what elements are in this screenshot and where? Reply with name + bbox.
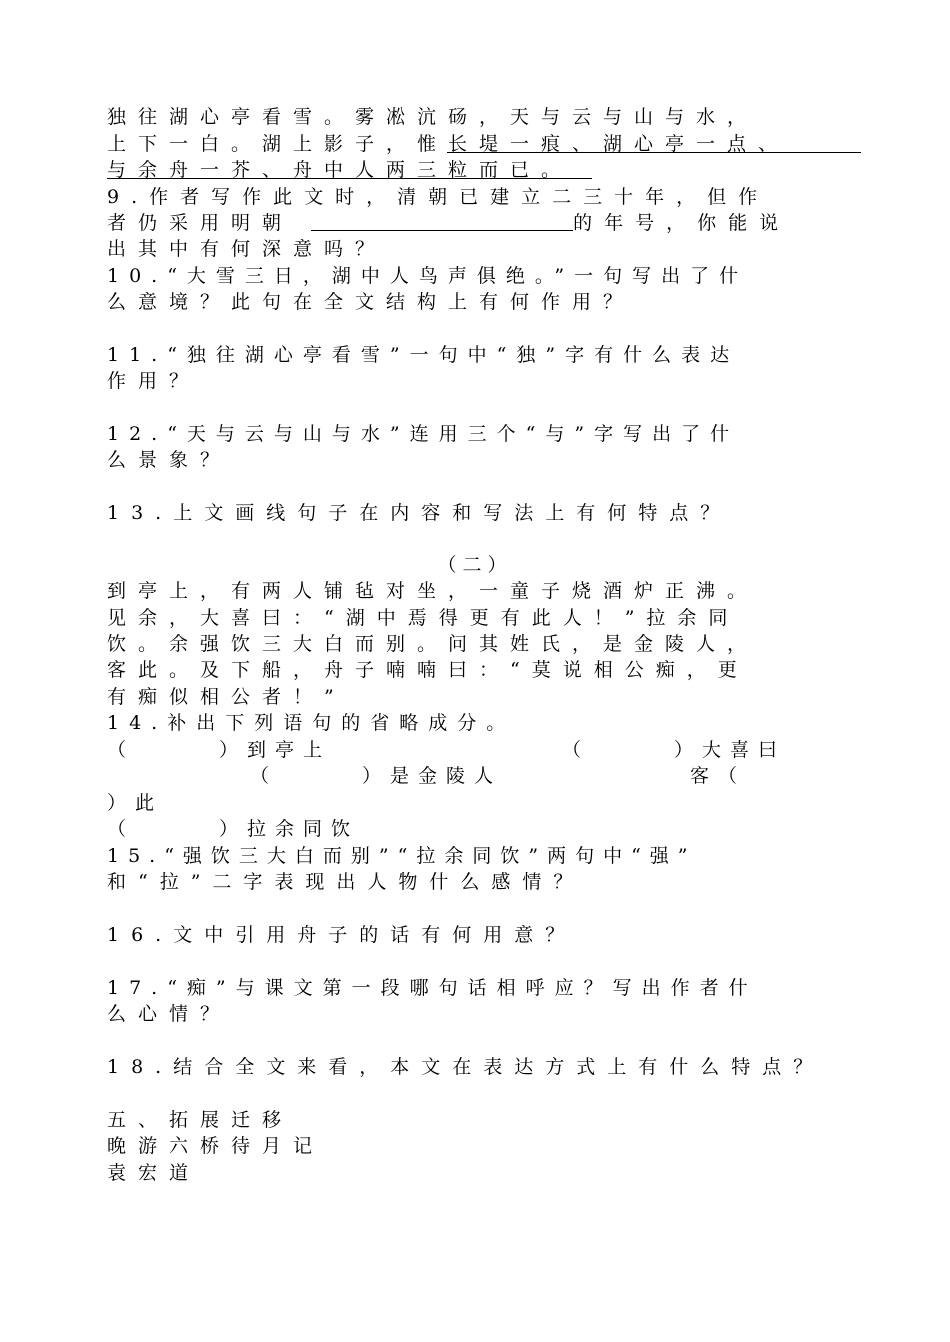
- section-heading: （二）: [437, 554, 513, 576]
- underlined-sentence: 惟长堤一痕、湖心亭一点、: [417, 133, 790, 155]
- question-9-line: 出其中有何深意吗？: [107, 238, 387, 260]
- passage-text: 。: [541, 159, 573, 181]
- question-12-line: 么景象？: [107, 449, 232, 471]
- question-18: 18.结合全文来看，本文在表达方式上有什么特点？: [107, 1056, 825, 1078]
- passage-line: [107, 157, 572, 183]
- passage-line: 到亭上，有两人铺毡对坐，一童子烧酒炉正沸。: [107, 580, 759, 602]
- passage-line: 见余，大喜曰：“湖中焉得更有此人！”拉余同: [107, 607, 740, 629]
- fill-item: （ ）大喜曰: [562, 739, 787, 761]
- passage-title: 晚游六桥待月记: [107, 1135, 325, 1157]
- underlined-sentence: 与余舟一芥、舟中人两三粒而已: [107, 159, 542, 181]
- passage-author: 袁宏道: [107, 1162, 201, 1184]
- question-11: 11.“独往湖心亭看雪”一句中“独”字有什么表达: [107, 344, 740, 366]
- section-heading: 五、拓展迁移: [107, 1109, 294, 1131]
- question-15-line: 和“拉”二字表现出人物什么感情？: [107, 871, 585, 893]
- fill-item: ）此: [107, 792, 164, 814]
- passage-line: [107, 131, 789, 157]
- question-16: 16.文中引用舟子的话有何用意？: [107, 924, 577, 946]
- question-9-line: [107, 210, 790, 236]
- answer-blank: [311, 212, 573, 231]
- question-11-line: 作用？: [107, 370, 201, 392]
- fill-item: （ ）到亭上: [107, 739, 332, 761]
- question-text: 的年号，你能说: [573, 212, 791, 234]
- question-14: 14.补出下列语句的省略成分。: [107, 712, 516, 734]
- fill-item: （ ）是金陵人: [250, 765, 503, 787]
- passage-line: 独往湖心亭看雪。雾凇沆砀，天与云与山与水，: [107, 106, 759, 128]
- passage-line: 饮。余强饮三大白而别。问其姓氏，是金陵人，: [107, 633, 759, 655]
- underline-rule: [447, 152, 861, 153]
- question-17: 17.“痴”与课文第一段哪句话相呼应？写出作者什: [107, 977, 758, 999]
- question-10: 10.“大雪三日，湖中人鸟声俱绝。”一句写出了什: [107, 265, 749, 287]
- question-text: 者仍采用明朝: [107, 212, 294, 234]
- passage-text: 上下一白。湖上影子，: [107, 133, 418, 155]
- fill-item: （ ）拉余同饮: [107, 818, 360, 840]
- passage-line: 客此。及下船，舟子喃喃曰：“莫说相公痴，更: [107, 659, 749, 681]
- question-17-line: 么心情？: [107, 1003, 232, 1025]
- question-10-line: 么意境？此句在全文结构上有何作用？: [107, 291, 635, 313]
- question-12: 12.“天与云与山与水”连用三个“与”字写出了什: [107, 423, 740, 445]
- question-13: 13.上文画线句子在内容和写法上有何特点？: [107, 502, 732, 524]
- question-15: 15.“强饮三大白而别”“拉余同饮”两句中“强”: [107, 845, 697, 867]
- fill-item: 客（: [690, 765, 747, 787]
- passage-line: 有痴似相公者！”: [107, 686, 346, 708]
- question-9: 9.作者写作此文时，清朝已建立二三十年，但作: [107, 186, 770, 208]
- underline-rule: [107, 178, 592, 179]
